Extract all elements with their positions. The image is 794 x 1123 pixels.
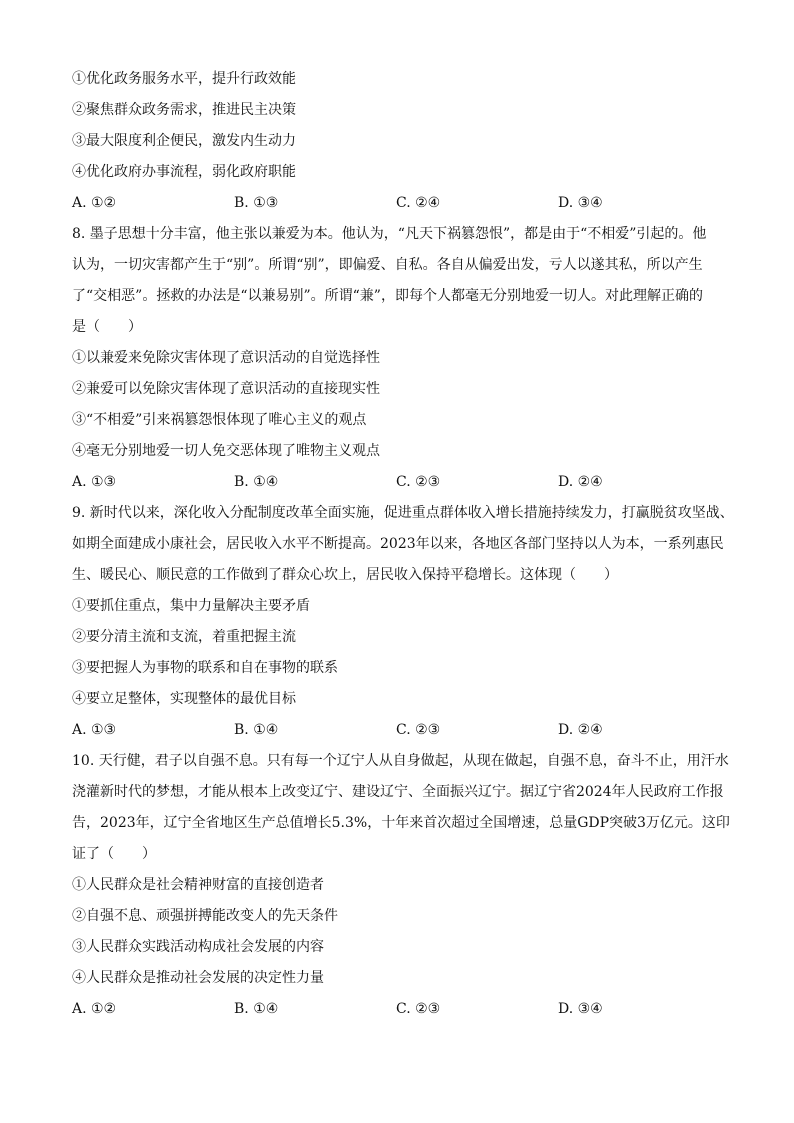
q9-option-3: ③要把握人为事物的联系和自在事物的联系 [72, 660, 338, 676]
q8-choice-c: C. ②③ [396, 474, 441, 490]
q9-choice-b: B. ①④ [234, 722, 279, 738]
q8-choice-b: B. ①④ [234, 474, 279, 490]
q7-option-4: ④优化政府办事流程，弱化政府职能 [72, 164, 296, 180]
q10-option-3: ③人民群众实践活动构成社会发展的内容 [72, 939, 324, 955]
q7-choice-b: B. ①③ [234, 195, 279, 211]
q8-stem-line-4: 是（ ） [72, 319, 142, 335]
q8-choices [72, 467, 728, 498]
q8-choice-a: A. ①③ [72, 474, 117, 490]
q8-stem-line-1: 8. 墨子思想十分丰富，他主张以兼爱为本。他认为，“凡天下祸篡怨恨”，都是由于“不相爱”引起的。他 [72, 226, 707, 242]
q10-option-2: ②自强不息、顽强拼搏能改变人的先天条件 [72, 908, 338, 924]
question-8 [72, 219, 728, 498]
q7-choices [72, 188, 728, 219]
q9-choice-a: A. ①③ [72, 722, 117, 738]
q7-option-1: ①优化政务服务水平，提升行政效能 [72, 71, 296, 87]
q10-choice-c: C. ②③ [396, 1001, 441, 1017]
question-9 [72, 498, 734, 746]
question-10 [72, 746, 728, 1025]
q7-choice-a: A. ①② [72, 195, 117, 211]
q8-choice-d: D. ②④ [558, 474, 603, 490]
q10-option-4: ④人民群众是推动社会发展的决定性力量 [72, 970, 324, 986]
q7-option-2: ②聚焦群众政务需求，推进民主决策 [72, 102, 296, 118]
q10-stem-line-4: 证了（ ） [72, 846, 156, 862]
q10-option-1: ①人民群众是社会精神财富的直接创造者 [72, 877, 324, 893]
question-7 [72, 64, 728, 219]
q9-choice-c: C. ②③ [396, 722, 441, 738]
q7-choice-d: D. ③④ [558, 195, 603, 211]
q9-choices [72, 715, 728, 746]
q10-stem-line-3: 告，2023年，辽宁全省地区生产总值增长5.3%，十年来首次超过全国增速，总量GDP突破3万亿元。这印 [72, 815, 730, 831]
q8-option-2: ②兼爱可以免除灾害体现了意识活动的直接现实性 [72, 381, 380, 397]
q10-choice-d: D. ③④ [558, 1001, 603, 1017]
q8-option-4: ④毫无分别地爱一切人免交恶体现了唯物主义观点 [72, 443, 380, 459]
q9-option-1: ①要抓住重点，集中力量解决主要矛盾 [72, 598, 310, 614]
q9-choice-d: D. ②④ [558, 722, 603, 738]
q9-stem-line-1: 9. 新时代以来，深化收入分配制度改革全面实施，促进重点群体收入增长措施持续发力，打赢脱贫攻坚战、 [72, 505, 734, 521]
q10-choices [72, 994, 728, 1025]
q10-choice-a: A. ①② [72, 1001, 117, 1017]
q8-option-3: ③“不相爱”引来祸篡怨恨体现了唯心主义的观点 [72, 412, 367, 428]
q8-stem-line-2: 认为，一切灾害都产生于“别”。所谓“别”，即偏爱、自私。各自从偏爱出发，亏人以遂其私，所以产生 [72, 257, 703, 273]
q9-option-4: ④要立足整体，实现整体的最优目标 [72, 691, 296, 707]
q8-stem-line-3: 了“交相恶”。拯救的办法是“以兼易别”。所谓“兼”，即每个人都毫无分别地爱一切人。对此理解正确的 [72, 288, 703, 304]
q8-option-1: ①以兼爱来免除灾害体现了意识活动的自觉选择性 [72, 350, 380, 366]
q9-stem-line-3: 生、暖民心、顺民意的工作做到了群众心坎上，居民收入保持平稳增长。这体现（ ） [72, 567, 618, 583]
q9-stem-line-2: 如期全面建成小康社会，居民收入水平不断提高。2023年以来，各地区各部门坚持以人为本，一系列惠民 [72, 536, 724, 552]
q9-option-2: ②要分清主流和支流，着重把握主流 [72, 629, 296, 645]
q10-choice-b: B. ①④ [234, 1001, 279, 1017]
q10-stem-line-1: 10. 天行健，君子以自强不息。只有每一个辽宁人从自身做起，从现在做起，自强不息，奋斗不止，用汗水 [72, 753, 729, 769]
q7-choice-c: C. ②④ [396, 195, 441, 211]
q7-option-3: ③最大限度利企便民，激发内生动力 [72, 133, 296, 149]
q10-stem-line-2: 浇灌新时代的梦想，才能从根本上改变辽宁、建设辽宁、全面振兴辽宁。据辽宁省2024年人民政府工作报 [72, 784, 724, 800]
page-content [72, 64, 734, 1025]
